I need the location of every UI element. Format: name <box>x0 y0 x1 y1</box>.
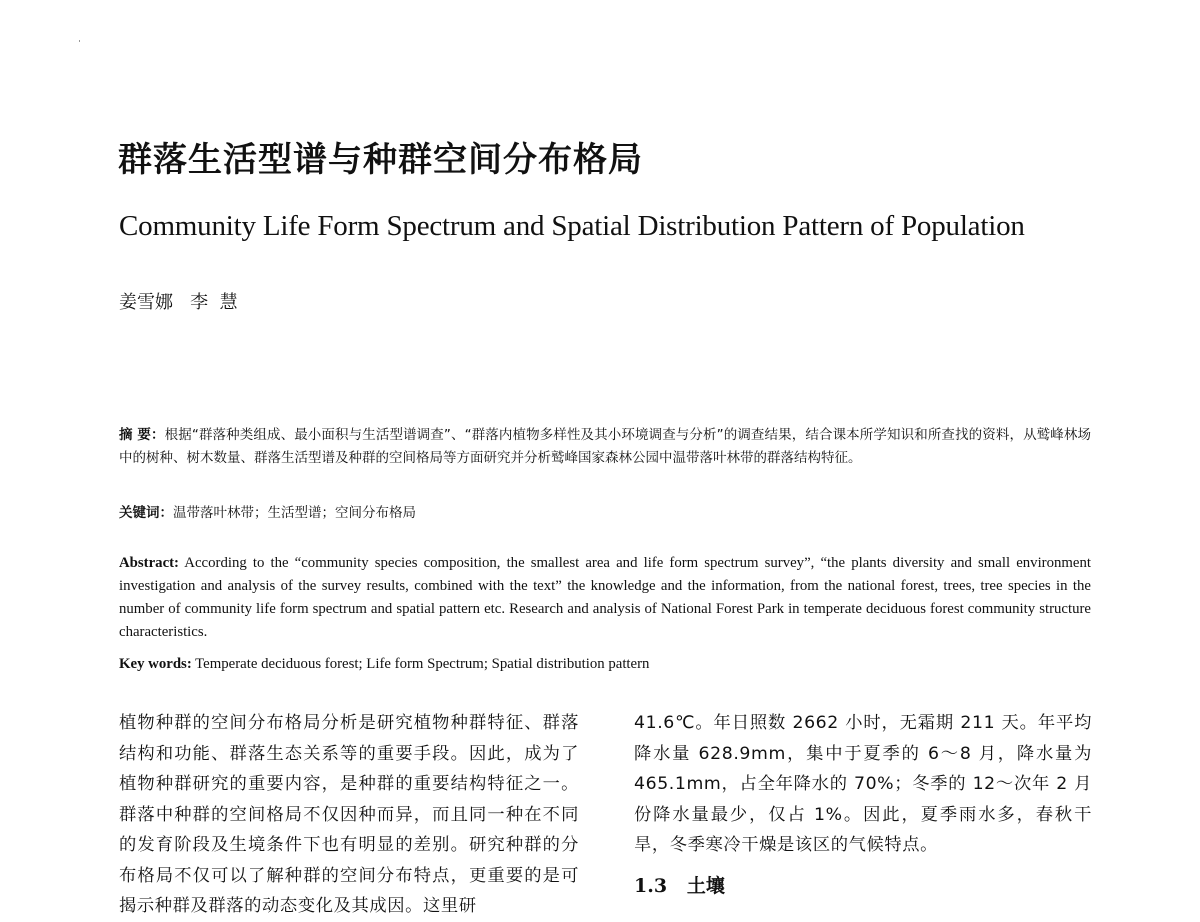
abstract-chinese-label: 摘 要： <box>119 427 165 443</box>
paper-title-english: Community Life Form Spectrum and Spatial Distribution Pattern of Population <box>119 210 1025 242</box>
abstract-chinese <box>119 424 1091 470</box>
author-1: 姜雪娜 <box>119 292 173 313</box>
author-2: 李 慧 <box>190 292 238 313</box>
keywords-chinese-label: 关键词： <box>119 505 173 521</box>
section-number: 1.3 <box>634 875 668 897</box>
scan-speck <box>79 40 80 42</box>
section-title: 土壤 <box>686 875 725 897</box>
abstract-english-text: According to the “community species composition, the smallest area and life form spectrum survey”, “the plants diversity and small environment investigation and analysis of the survey results, combined with the text” the knowledge and the information, from the national forest, trees, tree species in the number of community life form spectrum and spatial pattern etc. Research and analysis of National Forest Park in temperate deciduous forest community structure characteristics. <box>119 555 1091 640</box>
keywords-chinese-text: 温带落叶林带；生活型谱；空间分布格局 <box>173 505 416 521</box>
keywords-english-label: Key words: <box>119 656 192 672</box>
section-heading <box>634 871 725 898</box>
keywords-chinese <box>119 501 416 521</box>
body-column-right: 41.6℃。年日照数 2662 小时，无霜期 211 天。年平均降水量 628.9mm，集中于夏季的 6～8 月，降水量为 465.1mm，占全年降水的 70%；冬季的 12～次年 2 月份降水量最少，仅占 1%。因此，夏季雨水多，春秋干旱，冬季寒冷干燥是该区的气候特点。 <box>634 713 1092 855</box>
body-column-left: 植物种群的空间分布格局分析是研究植物种群特征、群落结构和功能、群落生态关系等的重要手段。因此，成为了植物种群研究的重要内容，是种群的重要结构特征之一。群落中种群的空间格局不仅因种而异，而且同一种在不同的发育阶段及生境条件下也有明显的差别。研究种群的分布格局不仅可以了解种群的空间分布特点，更重要的是可揭示种群及群落的动态变化及其成因。这里研 <box>119 713 579 916</box>
keywords-english <box>119 656 649 673</box>
author-list <box>119 288 238 314</box>
abstract-chinese-text: 根据“群落种类组成、最小面积与生活型谱调查”、“群落内植物多样性及其小环境调查与分析”的调查结果，结合课本所学知识和所查找的资料，从鹫峰林场中的树种、树木数量、群落生活型谱及种群的空间格局等方面研究并分析鹫峰国家森林公园中温带落叶林带的群落结构特征。 <box>119 427 1091 466</box>
keywords-english-text: Temperate deciduous forest; Life form Spectrum; Spatial distribution pattern <box>191 656 650 672</box>
abstract-english <box>119 552 1091 644</box>
abstract-english-label: Abstract: <box>119 555 179 571</box>
paper-title-chinese: 群落生活型谱与种群空间分布格局 <box>118 140 643 180</box>
